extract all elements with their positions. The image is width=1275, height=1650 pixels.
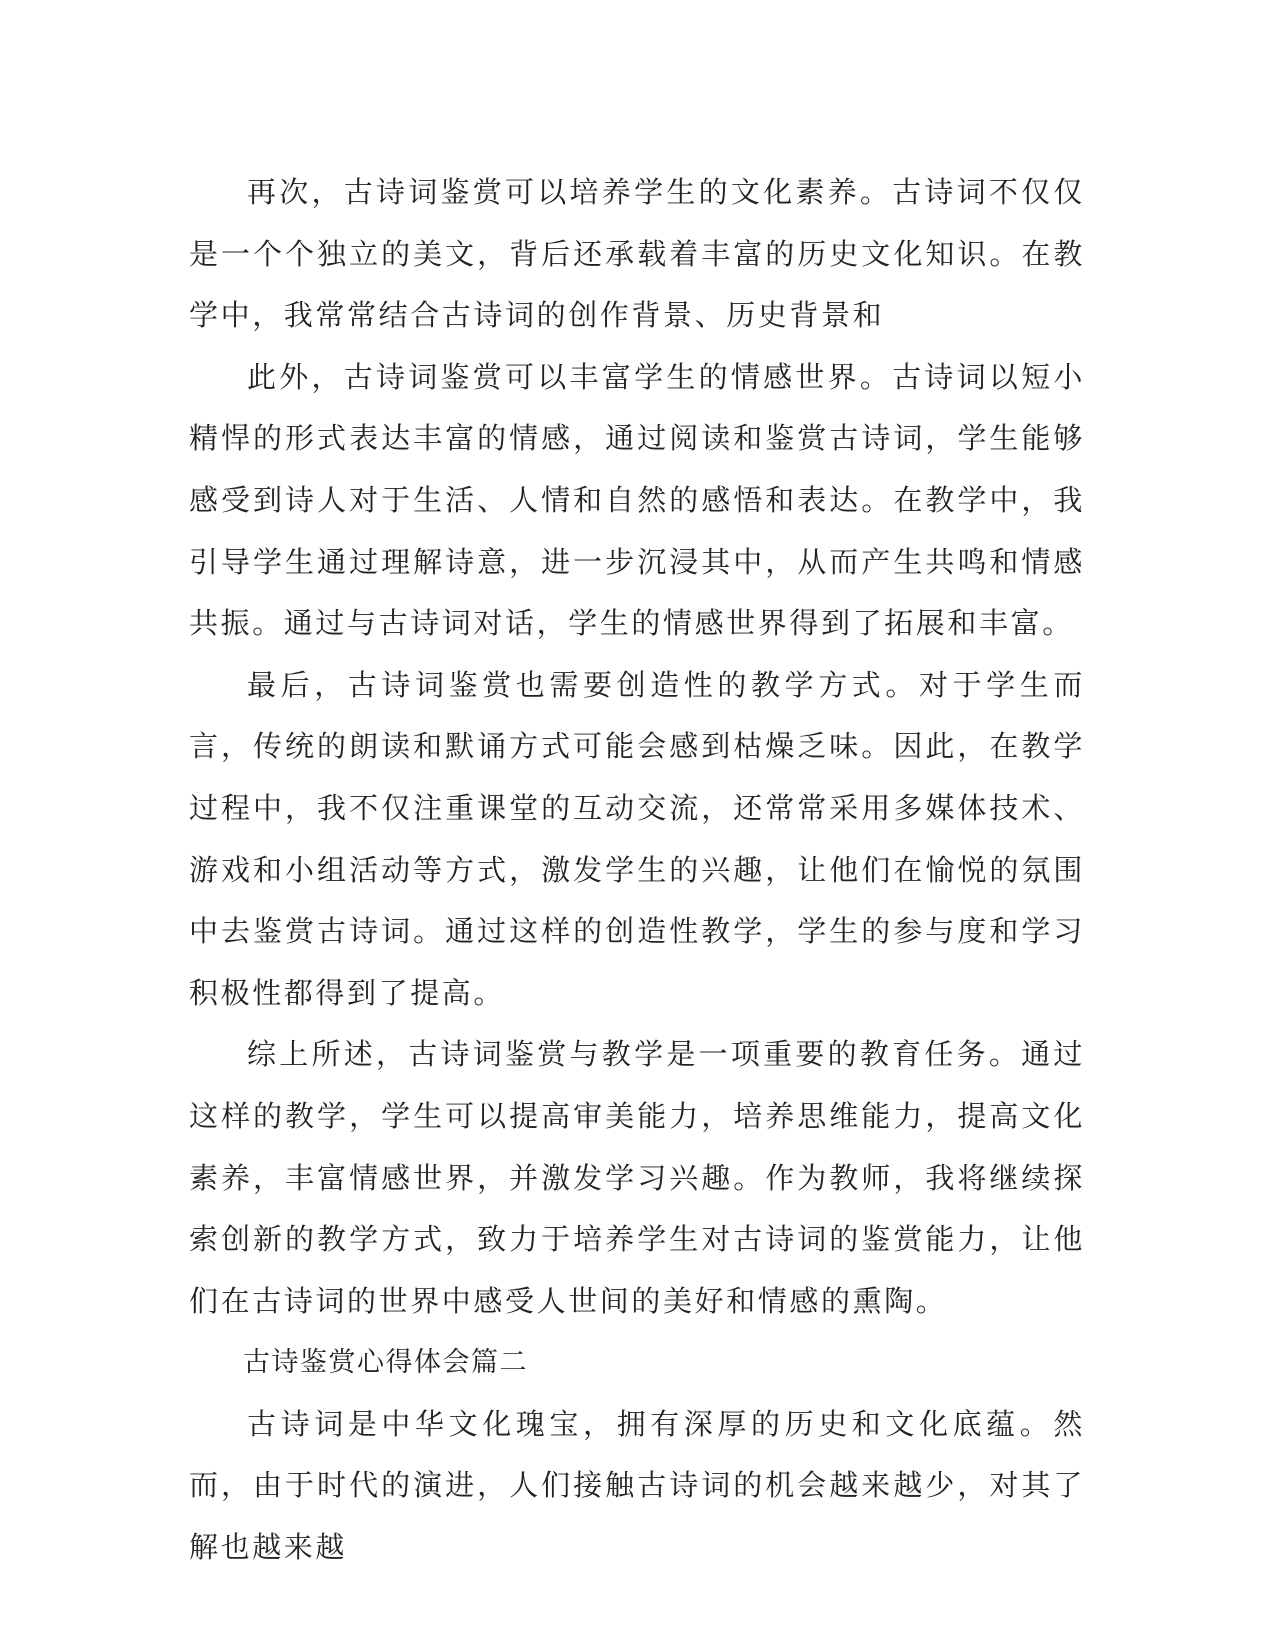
- paragraph-emotion: 此外，古诗词鉴赏可以丰富学生的情感世界。古诗词以短小精悍的形式表达丰富的情感，通过阅读和鉴赏古诗词，学生能够感受到诗人对于生活、人情和自然的感悟和表达。在教学中，我引导学生通过理解诗意，进一步沉浸其中，从而产生共鸣和情感共振。通过与古诗词对话，学生的情感世界得到了拓展和丰富。: [189, 359, 1085, 641]
- document-body: [189, 162, 1085, 1579]
- paragraph-summary: 综上所述，古诗词鉴赏与教学是一项重要的教育任务。通过这样的教学，学生可以提高审美能力，培养思维能力，提高文化素养，丰富情感世界，并激发学习兴趣。作为教师，我将继续探索创新的教学方式，致力于培养学生对古诗词的鉴赏能力，让他们在古诗词的世界中感受人世间的美好和情感的熏陶。: [189, 1037, 1085, 1318]
- paragraph-culture: 再次，古诗词鉴赏可以培养学生的文化素养。古诗词不仅仅是一个个独立的美文，背后还承载着丰富的历史文化知识。在教学中，我常常结合古诗词的创作背景、历史背景和: [189, 175, 1085, 333]
- paragraph-creative-teaching: 最后，古诗词鉴赏也需要创造性的教学方式。对于学生而言，传统的朗读和默诵方式可能会感到枯燥乏味。因此，在教学过程中，我不仅注重课堂的互动交流，还常常采用多媒体技术、游戏和小组活动等方式，激发学生的兴趣，让他们在愉悦的氛围中去鉴赏古诗词。通过这样的创造性教学，学生的参与度和学习积极性都得到了提高。: [189, 667, 1085, 1010]
- section-heading: 古诗鉴赏心得体会篇二: [243, 1347, 528, 1379]
- paragraph-intro-part-two: 古诗词是中华文化瑰宝，拥有深厚的历史和文化底蕴。然而，由于时代的演进，人们接触古诗词的机会越来越少，对其了解也越来越: [189, 1406, 1085, 1565]
